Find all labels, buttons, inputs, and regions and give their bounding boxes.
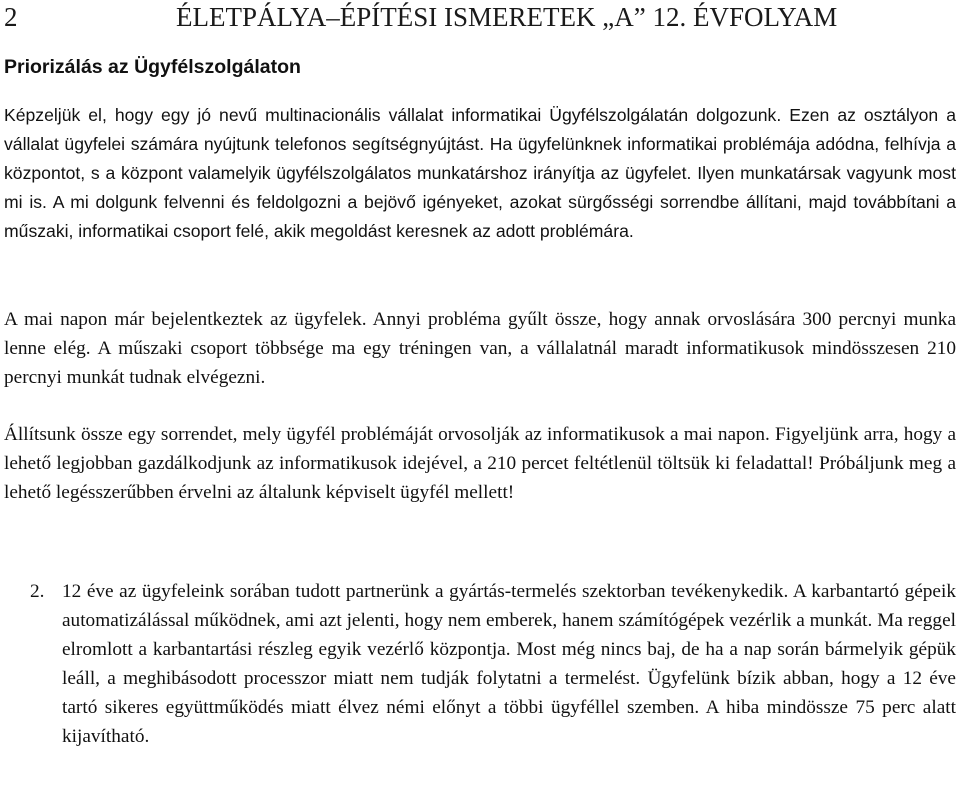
page-number: 2: [4, 2, 18, 32]
client-list: [30, 577, 956, 751]
section-title: Priorizálás az Ügyfélszolgálaton: [4, 56, 301, 78]
list-item: [30, 577, 956, 751]
situation-paragraph: A mai napon már bejelentkeztek az ügyfelek. Annyi probléma gyűlt össze, hogy annak orvoslására 300 percnyi munka lenne elég. A műszaki csoport többsége ma egy tréningen van, a vállalatnál maradt informatikusok mindösszesen 210 percnyi munkát tudnak elvégezni.: [4, 309, 956, 388]
intro-paragraph: Képzeljük el, hogy egy jó nevű multinacionális vállalat informatikai Ügyfélszolgálatán dolgozunk. Ezen az osztályon a vállalat ügyfelei számára nyújtunk telefonos segítségnyújtást. Ha ügyfelünknek informatikai problémája adódna, felhívja a központot, s a központ valamelyik ügyfélszolgálatos munkatárshoz irányítja az ügyfelet. Ilyen munkatársak vagyunk most mi is. A mi dolgunk felvenni és feldolgozni a bejövő igényeket, azokat sürgősségi sorrendbe állítani, majd továbbítani a műszaki, informatikai csoport felé, akik megoldást keresnek az adott problémára.: [4, 105, 956, 241]
list-item-text: 12 éve az ügyfeleink sorában tudott partnerünk a gyártás-termelés szektorban tevékenykedik. A karbantartó gépeik automatizálással működnek, ami azt jelenti, hogy nem emberek, hanem számítógépek vezérlik a munkát. Ma reggel elromlott a karbantartási részleg egyik vezérlő központja. Most még nincs baj, de ha a nap során bármelyik gépük leáll, a meghibásodott processzor miatt nem tudják folytatni a termelést. Ügyfelünk bízik abban, hogy a 12 éve tartó sikeres együttműködés miatt élvez némi előnyt a többi ügyféllel szemben. A hiba mindössze 75 perc alatt kijavítható.: [62, 581, 956, 747]
page-header: [4, 2, 956, 36]
task-paragraph: Állítsunk össze egy sorrendet, mely ügyfél problémáját orvosolják az informatikusok a mai napon. Figyeljünk arra, hogy a lehető legjobban gazdálkodjunk az informatikusok idejével, a 210 percet feltétlenül töltsük ki feladattal! Próbáljunk meg a lehető legésszerűbben érvelni az általunk képviselt ügyfél mellett!: [4, 424, 956, 503]
list-item-number: 2.: [30, 581, 45, 602]
running-title: ÉLETPÁLYA–ÉPÍTÉSI ISMERETEK „A” 12. ÉVFOLYAM: [176, 2, 838, 32]
